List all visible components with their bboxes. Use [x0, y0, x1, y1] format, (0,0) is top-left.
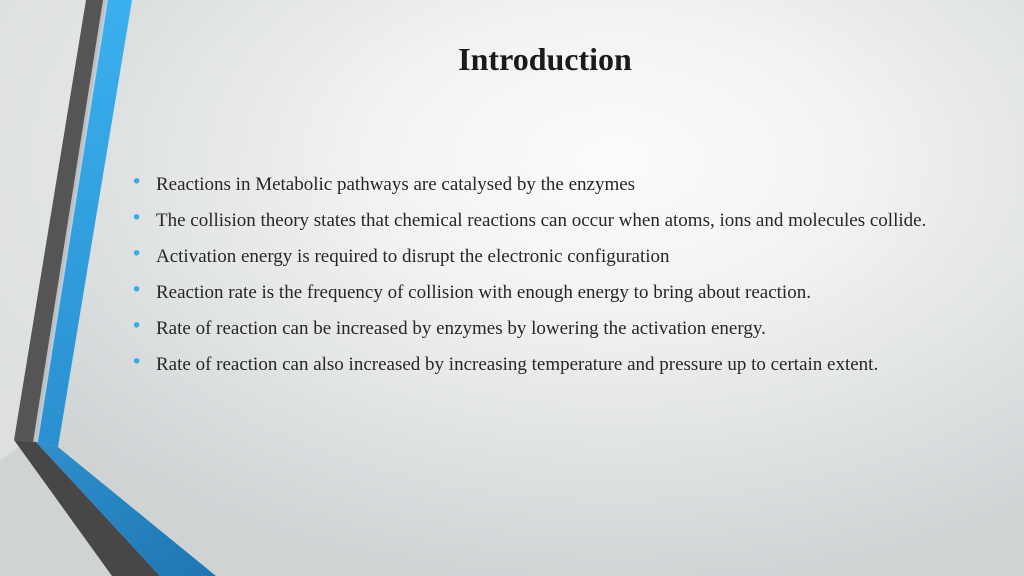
bullet-dot-icon: • [131, 315, 143, 337]
bullet-text: Activation energy is required to disrupt the electronic configuration [156, 246, 670, 267]
dark-lower-diagonal [14, 440, 160, 576]
bullet-dot-icon: • [131, 171, 143, 193]
slide-title: Introduction [458, 41, 632, 77]
bullet-item [128, 244, 958, 269]
bullet-dot-icon: • [131, 243, 143, 265]
bullet-dot-icon: • [131, 207, 143, 229]
bullet-dot-icon: • [131, 351, 143, 373]
bullet-item [128, 172, 958, 197]
bullet-text: Rate of reaction can be increased by enzymes by lowering the activation energy. [156, 318, 766, 339]
bullet-list [128, 172, 958, 388]
bullet-item [128, 316, 958, 341]
bullet-item [128, 352, 958, 377]
bullet-item [128, 208, 958, 233]
bullet-text: Rate of reaction can also increased by increasing temperature and pressure up to certain extent. [156, 354, 879, 375]
bullet-text: Reaction rate is the frequency of collision with enough energy to bring about reaction. [156, 282, 811, 303]
bullet-dot-icon: • [131, 279, 143, 301]
bullet-text: The collision theory states that chemical reactions can occur when atoms, ions and molecules collide. [156, 210, 927, 231]
bullet-text: Reactions in Metabolic pathways are catalysed by the enzymes [156, 174, 636, 195]
bullet-item [128, 280, 958, 305]
